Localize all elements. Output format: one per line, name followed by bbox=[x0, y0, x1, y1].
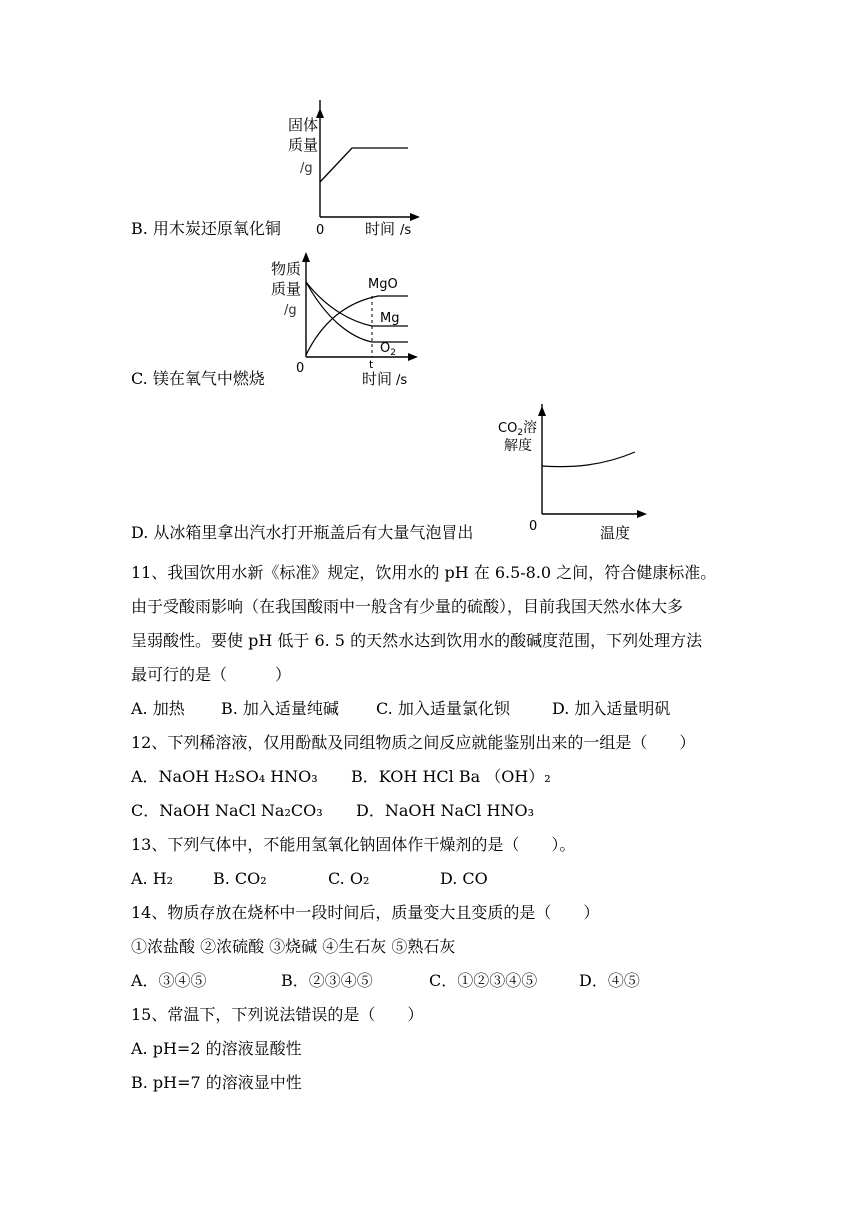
q12-options-cd bbox=[131, 800, 534, 822]
t-label: t bbox=[369, 358, 374, 371]
q12-option-d: D．NaOH NaCl HNO₃ bbox=[356, 801, 534, 820]
q15-stem: 15、常温下，下列说法错误的是（ ） bbox=[131, 1005, 424, 1024]
xlabel: 时间 bbox=[362, 370, 393, 388]
q12-option-c: C．NaOH NaCl Na₂CO₃ bbox=[131, 801, 323, 820]
label-mg: Mg bbox=[380, 311, 400, 326]
q15-option-b: B. pH=7 的溶液显中性 bbox=[131, 1073, 302, 1092]
ylabel-1: $CO_2$溶 bbox=[498, 420, 538, 438]
caption-c: C. 镁在氧气中燃烧 bbox=[131, 369, 265, 388]
q14-option-a: A．③④⑤ bbox=[131, 971, 207, 990]
solubility-curve bbox=[542, 452, 635, 467]
q11-option-a: A. 加热 bbox=[131, 699, 185, 718]
graph-c bbox=[268, 250, 423, 390]
q13-option-b: B. CO₂ bbox=[213, 869, 267, 888]
xunit: /s bbox=[396, 373, 408, 388]
graph-b-svg bbox=[280, 100, 430, 240]
q13-option-c: C. O₂ bbox=[328, 869, 370, 888]
q11-options bbox=[131, 698, 670, 720]
q14-options bbox=[131, 970, 640, 992]
graph-d-svg bbox=[492, 404, 652, 544]
xunit: /s bbox=[400, 223, 412, 238]
q14-option-c: C．①②③④⑤ bbox=[429, 971, 538, 990]
q13-options bbox=[131, 868, 488, 890]
ylabel-1: 物质 bbox=[271, 260, 302, 278]
y-arrow bbox=[538, 406, 546, 416]
origin-label: 0 bbox=[316, 223, 325, 238]
graph-b bbox=[280, 100, 430, 240]
q12-options-ab bbox=[131, 766, 551, 788]
x-arrow bbox=[637, 510, 647, 518]
q12-option-a: A．NaOH H₂SO₄ HNO₃ bbox=[131, 767, 318, 786]
mass-curve bbox=[320, 148, 408, 182]
q14-option-d: D．④⑤ bbox=[579, 971, 640, 990]
caption-b: B. 用木炭还原氧化铜 bbox=[131, 219, 281, 238]
graph-d bbox=[492, 404, 652, 544]
ylabel-1: 固体 bbox=[288, 116, 319, 134]
q11-option-b: B. 加入适量纯碱 bbox=[221, 699, 339, 718]
q11-line-3: 呈弱酸性。要使 pH 低于 6. 5 的天然水达到饮用水的酸碱度范围，下列处理方法 bbox=[131, 631, 703, 650]
x-arrow bbox=[410, 213, 420, 221]
label-o2: $O_2$ bbox=[380, 341, 396, 358]
ylabel-2: 解度 bbox=[504, 438, 532, 454]
origin-label: 0 bbox=[296, 361, 305, 376]
q15-option-a: A. pH=2 的溶液显酸性 bbox=[131, 1039, 302, 1058]
y-arrow bbox=[302, 252, 310, 262]
q11-line-1: 11、我国饮用水新《标准》规定，饮用水的 pH 在 6.5-8.0 之间，符合健康标准。 bbox=[131, 563, 717, 582]
x-arrow bbox=[408, 353, 418, 361]
q12-stem: 12、下列稀溶液，仅用酚酞及同组物质之间反应就能鉴别出来的一组是（ ） bbox=[131, 733, 696, 752]
q11-line-2: 由于受酸雨影响（在我国酸雨中一般含有少量的硫酸），目前我国天然水体大多 bbox=[131, 597, 684, 616]
q11-option-c: C. 加入适量氯化钡 bbox=[376, 699, 510, 718]
q13-option-d: D. CO bbox=[440, 869, 488, 888]
q13-stem: 13、下列气体中，不能用氢氧化钠固体作干燥剂的是（ ）。 bbox=[131, 835, 576, 854]
q11-line-4: 最可行的是（ ） bbox=[131, 665, 292, 684]
q11-option-d: D. 加入适量明矾 bbox=[552, 699, 671, 718]
q14-stem: 14、物质存放在烧杯中一段时间后，质量变大且变质的是（ ） bbox=[131, 903, 600, 922]
ylabel-2: 质量 bbox=[288, 136, 319, 154]
q12-option-b: B．KOH HCl Ba （OH）₂ bbox=[351, 767, 551, 786]
q14-option-b: B．②③④⑤ bbox=[281, 971, 373, 990]
xlabel: 温度 bbox=[600, 524, 631, 542]
ylabel-3: /g bbox=[284, 303, 297, 318]
q13-option-a: A. H₂ bbox=[131, 869, 174, 888]
xlabel: 时间 bbox=[365, 220, 396, 238]
graph-c-svg bbox=[268, 250, 423, 390]
caption-d: D. 从冰箱里拿出汽水打开瓶盖后有大量气泡冒出 bbox=[131, 523, 474, 542]
ylabel-3: /g bbox=[300, 161, 313, 176]
label-mgo: MgO bbox=[368, 277, 398, 292]
ylabel-2: 质量 bbox=[271, 280, 302, 298]
q14-items: ①浓盐酸 ②浓硫酸 ③烧碱 ④生石灰 ⑤熟石灰 bbox=[131, 937, 456, 956]
origin-label: 0 bbox=[529, 519, 538, 534]
